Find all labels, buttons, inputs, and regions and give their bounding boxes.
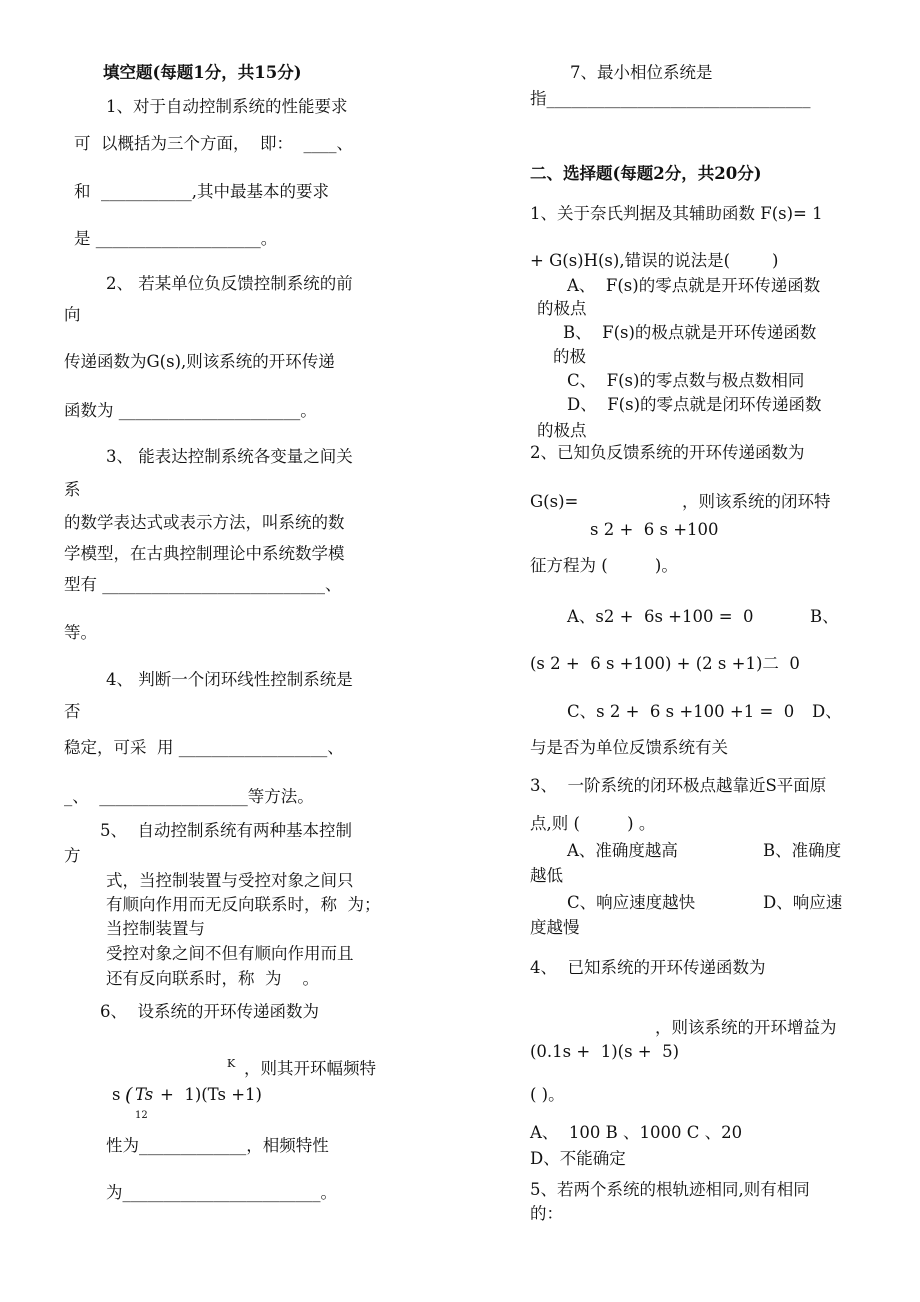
- q6-after-fraction: ，则其开环幅频特: [244, 1059, 376, 1078]
- c3-line-1: 3、 一阶系统的闭环极点越靠近S平面原: [530, 776, 827, 795]
- c2-g-label: G(s)=: [530, 492, 579, 511]
- q2-line-4: 函数为 ______________________。: [64, 401, 317, 420]
- c1-opt-b: B、 F(s)的极点就是开环传递函数: [563, 323, 817, 342]
- q7-line-2: 指________________________________: [530, 89, 811, 108]
- c4-opt-d: D、不能确定: [530, 1149, 626, 1168]
- c1-line-2: + G(s)H(s),错误的说法是( ): [530, 251, 779, 270]
- c2-line-3: 征方程为 ( )。: [530, 556, 678, 575]
- section-title-choice: 二、选择题(每题2分，共20分): [530, 164, 762, 183]
- q6-subscripts: 12: [135, 1110, 148, 1121]
- c2-g-rest: ，则该系统的闭环特: [682, 492, 831, 511]
- c5-line-2: 的：: [530, 1204, 563, 1223]
- q6-numerator: K: [227, 1057, 236, 1070]
- c1-opt-d-cont: 的极点: [537, 421, 587, 440]
- q3-line-3: 的数学表达式或表示方法，叫系统的数: [64, 513, 345, 532]
- q5-line-6: 受控对象之间不但有顺向作用而且: [106, 944, 354, 963]
- q1-line-2: 可 以概括为三个方面， 即： ____、: [74, 134, 353, 153]
- q6-den-rest: + 1)(Ts +1): [160, 1085, 262, 1104]
- q6-den-paren: (: [125, 1084, 133, 1106]
- c3-opt-d-cont: 度越慢: [530, 918, 580, 937]
- q6-den-ts: Ts: [135, 1085, 154, 1104]
- section-title-fill-blank: 填空题(每题1分，共15分): [103, 63, 302, 82]
- q7-line-1: 7、最小相位系统是: [570, 63, 713, 82]
- c2-line-1: 2、已知负反馈系统的开环传递函数为: [530, 443, 805, 462]
- q6-den-s: s: [112, 1085, 121, 1104]
- c1-line-1: 1、关于奈氏判据及其辅助函数 F(s)= 1: [530, 204, 823, 223]
- q5-line-7: 还有反向联系时，称 为 。: [106, 969, 319, 988]
- q6-line-4: 为________________________。: [106, 1183, 337, 1202]
- c1-opt-d: D、 F(s)的零点就是闭环传递函数: [567, 395, 822, 414]
- c3-line-2: 点,则 ( ) 。: [530, 814, 656, 833]
- q1-line-1: 1、对于自动控制系统的性能要求: [106, 97, 348, 116]
- c2-opt-a: A、s2 + 6s +100 = 0: [567, 607, 754, 626]
- q2-line-1: 2、 若某单位负反馈控制系统的前: [106, 274, 353, 293]
- c3-opt-b-cont: 越低: [530, 866, 563, 885]
- c3-opt-b: B、准确度: [763, 841, 842, 860]
- q6-line-3: 性为_____________，相频特性: [106, 1136, 329, 1155]
- c4-options: A、 100 B 、1000 C 、20: [530, 1123, 743, 1142]
- c2-opt-d-label: D、: [812, 702, 842, 721]
- q5-line-5: 当控制装置与: [106, 919, 205, 938]
- q4-line-1: 4、 判断一个闭环线性控制系统是: [106, 670, 353, 689]
- q1-line-4: 是 ____________________。: [74, 229, 278, 248]
- c2-opt-b-expr: (s 2 + 6 s +100) + (2 s +1)二 0: [530, 654, 800, 673]
- c2-opt-c: C、s 2 + 6 s +100 +1 = 0: [567, 702, 795, 721]
- q4-line-2: 否: [64, 702, 81, 721]
- c1-opt-b-cont: 的极: [553, 347, 586, 366]
- c4-denominator: (0.1s + 1)(s + 5): [530, 1042, 680, 1061]
- q3-line-4: 学模型，在古典控制理论中系统数学模: [64, 544, 345, 563]
- c2-denominator: s 2 + 6 s +100: [590, 520, 719, 539]
- c4-line-3: ( )。: [530, 1085, 565, 1104]
- c4-line-2: ，则该系统的开环增益为: [655, 1018, 837, 1037]
- q6-line-1: 6、 设系统的开环传递函数为: [100, 1002, 319, 1021]
- q3-line-6: 等。: [64, 623, 97, 642]
- c3-opt-d: D、响应速: [763, 893, 843, 912]
- q4-line-4: _、 __________________等方法。: [64, 787, 314, 806]
- c3-opt-a: A、准确度越高: [567, 841, 678, 860]
- c1-opt-a: A、 F(s)的零点就是开环传递函数: [567, 276, 821, 295]
- c1-opt-a-cont: 的极点: [537, 299, 587, 318]
- c3-opt-c: C、响应速度越快: [567, 893, 696, 912]
- c2-opt-d-text: 与是否为单位反馈系统有关: [530, 738, 728, 757]
- q4-line-3: 稳定，可采 用 __________________、: [64, 738, 344, 757]
- q5-line-3: 式，当控制装置与受控对象之间只: [106, 871, 354, 890]
- q5-line-4: 有顺向作用而无反向联系时，称 为；: [106, 895, 381, 914]
- q5-line-1: 5、 自动控制系统有两种基本控制: [100, 821, 352, 840]
- q3-line-5: 型有 ___________________________、: [64, 575, 342, 594]
- q2-line-2: 向: [64, 305, 81, 324]
- q5-line-2: 方: [64, 846, 81, 865]
- c5-line-1: 5、若两个系统的根轨迹相同,则有相同: [530, 1180, 810, 1199]
- c2-opt-b-label: B、: [810, 607, 839, 626]
- q2-line-3: 传递函数为G(s),则该系统的开环传递: [64, 352, 335, 371]
- q1-line-3: 和 ___________,其中最基本的要求: [74, 182, 329, 201]
- c4-line-1: 4、 已知系统的开环传递函数为: [530, 958, 766, 977]
- q3-line-2: 系: [64, 480, 81, 499]
- q3-line-1: 3、 能表达控制系统各变量之间关: [106, 447, 353, 466]
- c1-opt-c: C、 F(s)的零点数与极点数相同: [567, 371, 805, 390]
